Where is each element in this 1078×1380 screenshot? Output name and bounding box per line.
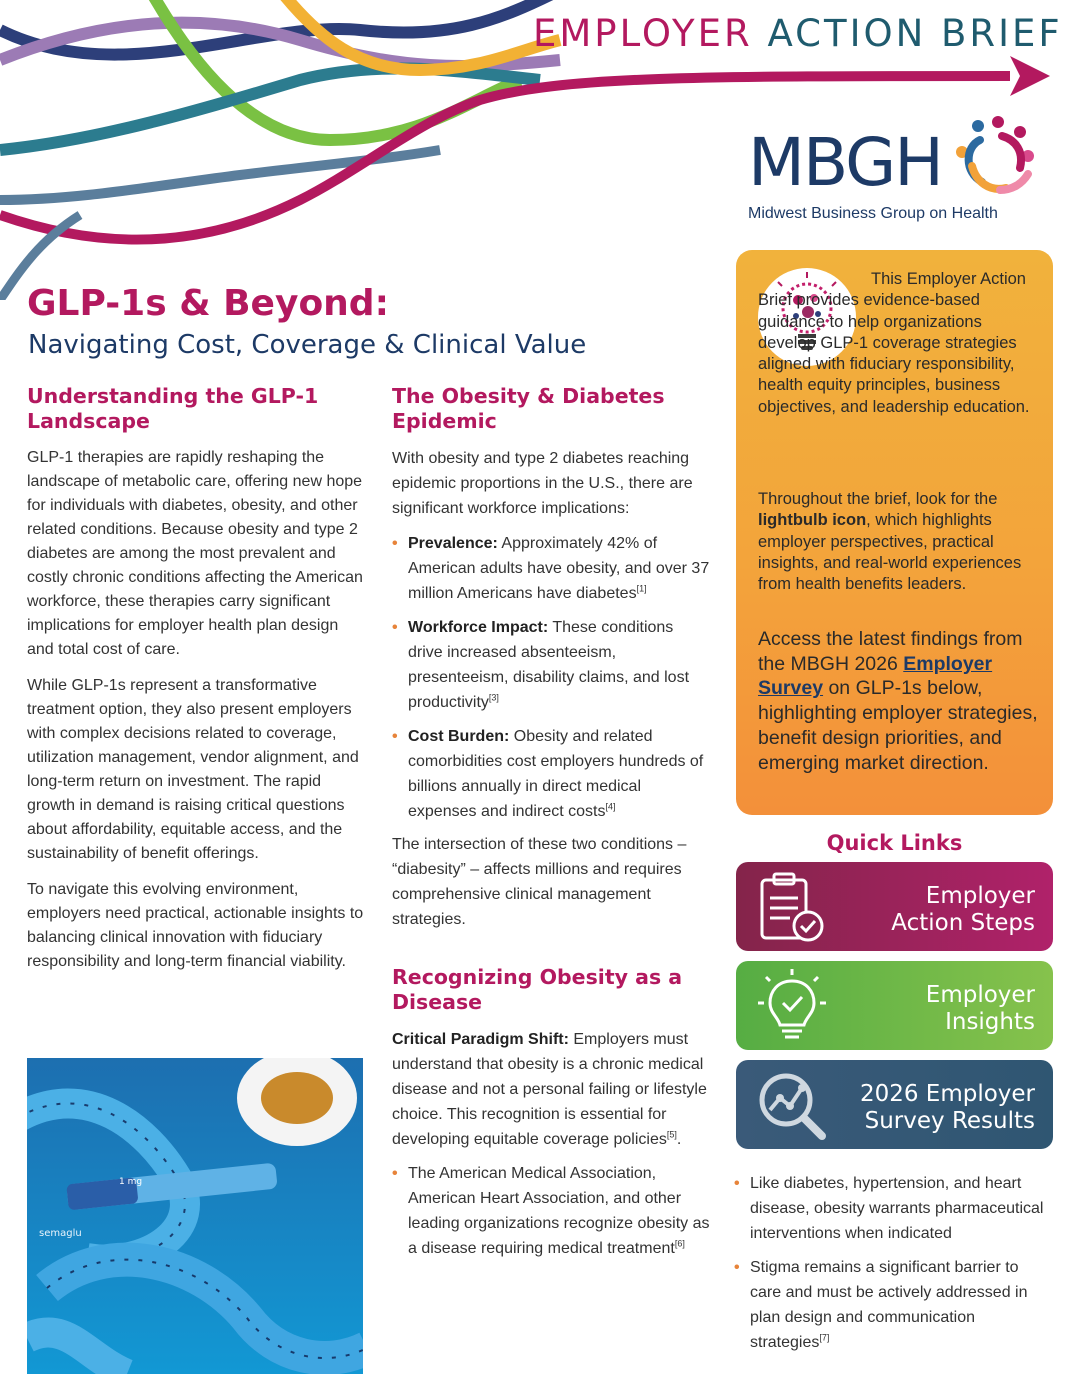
list-item: • Cost Burden: Obesity and related comorbidities cost employers hundreds of billions annually in direct medical expenses and indirect costs[4] [392, 724, 710, 824]
paragraph: GLP-1 therapies are rapidly reshaping the landscape of metabolic care, offering new hope for individuals with diabetes, obesity, and other related conditions. Because obesity and type 2 diabetes are among the most prevalent and costly chronic conditions affecting the American workforce, these therapies carry significant implications for employer health plan design and total cost of care. [27, 449, 363, 658]
lightbulb-check-icon [752, 967, 832, 1045]
pen-dose-label: 1 mg [119, 1177, 143, 1187]
list-item: • The American Medical Association, American Heart Association, and other leading organizations recognize obesity as a disease requiring medical treatment[6] [392, 1161, 710, 1261]
quick-link-survey-results[interactable] [736, 1060, 1053, 1149]
quick-links-title: Quick Links [826, 831, 963, 855]
section-heading-landscape: Understanding the GLP-1 Landscape [27, 384, 319, 433]
brief-title [533, 12, 1063, 55]
column-disease-continued [734, 1171, 1054, 1364]
people-circle-logo-icon [950, 112, 1040, 202]
section-heading-disease: Recognizing Obesity as a Disease [392, 965, 683, 1014]
callout-intro-text: This Employer Action Brief provides evidence-based guidance to help organizations develop GLP-1 coverage strategies aligned with fiduciary responsibility, health equity principles, business objectives, and leadership education. [758, 270, 1030, 416]
callout-survey-text: Access the latest findings from the MBGH 2026 Employer Survey on GLP-1s below, highlighting employer strategies, benefit design priorities, and emerging market direction. [758, 628, 1038, 774]
mbgh-logo [748, 112, 1048, 232]
page-subtitle: Navigating Cost, Coverage & Clinical Value [28, 330, 587, 360]
epidemic-intro: With obesity and type 2 diabetes reaching epidemic proportions in the U.S., there are significant workforce implications: [392, 450, 693, 517]
paradigm-paragraph: Critical Paradigm Shift: Employers must understand that obesity is a chronic medical disease and not a personal failing or lifestyle choice. This recognition is essential for developing equitable coverage policies[5]. [392, 1031, 707, 1148]
quick-link-label: Employer Action Steps [891, 883, 1035, 936]
intro-callout-box [736, 250, 1053, 815]
epidemic-bullet-list [392, 531, 710, 824]
arrow-head-icon [1010, 56, 1050, 96]
list-item: • Stigma remains a significant barrier to care and must be actively addressed in plan design and communication strategies[7] [734, 1255, 1054, 1355]
column-landscape [27, 384, 369, 974]
section-heading-epidemic: The Obesity & Diabetes Epidemic [392, 384, 665, 433]
logo-subtitle: Midwest Business Group on Health [748, 205, 998, 222]
disease-bullet-list [392, 1161, 710, 1261]
list-item: • Prevalence: Approximately 42% of American adults have obesity, and over 37 million Americans have diabetes[1] [392, 531, 710, 606]
medication-tape-photo [27, 1058, 363, 1374]
quick-link-action-steps[interactable] [736, 862, 1053, 951]
paragraph: To navigate this evolving environment, employers need practical, actionable insights to balancing clinical innovation with fiduciary responsibility and long-term financial viability. [27, 881, 364, 970]
list-item: • Like diabetes, hypertension, and heart disease, obesity warrants pharmaceutical interventions when indicated [734, 1171, 1054, 1246]
pen-brand-label: semaglu [39, 1228, 82, 1239]
brief-title-word1: EMPLOYER [533, 12, 753, 55]
column-epidemic [392, 384, 710, 1261]
paragraph: While GLP-1s represent a transformative treatment option, they also present employers with complex decisions related to coverage, utilization management, vendor alignment, and long-term return on investment. The rapid growth in demand is raising critical questions about affordability, equitable access, and the sustainability of benefit offerings. [27, 677, 359, 862]
employer-survey-link[interactable]: Employer Survey [758, 652, 993, 700]
quick-link-insights[interactable] [736, 961, 1053, 1050]
quick-link-label: Employer Insights [925, 982, 1035, 1035]
callout-lightbulb-text: Throughout the brief, look for the lightbulb icon, which highlights employer perspectives, practical insights, and real-world experiences from health benefits leaders. [758, 490, 1022, 594]
magnifier-chart-icon [752, 1066, 832, 1144]
clipboard-check-icon [752, 868, 832, 946]
epidemic-closing: The intersection of these two conditions – “diabesity” – affects millions and requires comprehensive clinical management strategies. [392, 836, 687, 928]
logo-text: MBGH [748, 124, 942, 201]
page-title: GLP-1s & Beyond: [27, 283, 389, 324]
quick-link-label: 2026 Employer Survey Results [859, 1081, 1035, 1134]
disease-bullet-list-continued [734, 1171, 1054, 1355]
brief-title-word2: ACTION BRIEF [767, 12, 1063, 55]
list-item: • Workforce Impact: These conditions drive increased absenteeism, presenteeism, disability claims, and lost productivity[3] [392, 615, 710, 715]
